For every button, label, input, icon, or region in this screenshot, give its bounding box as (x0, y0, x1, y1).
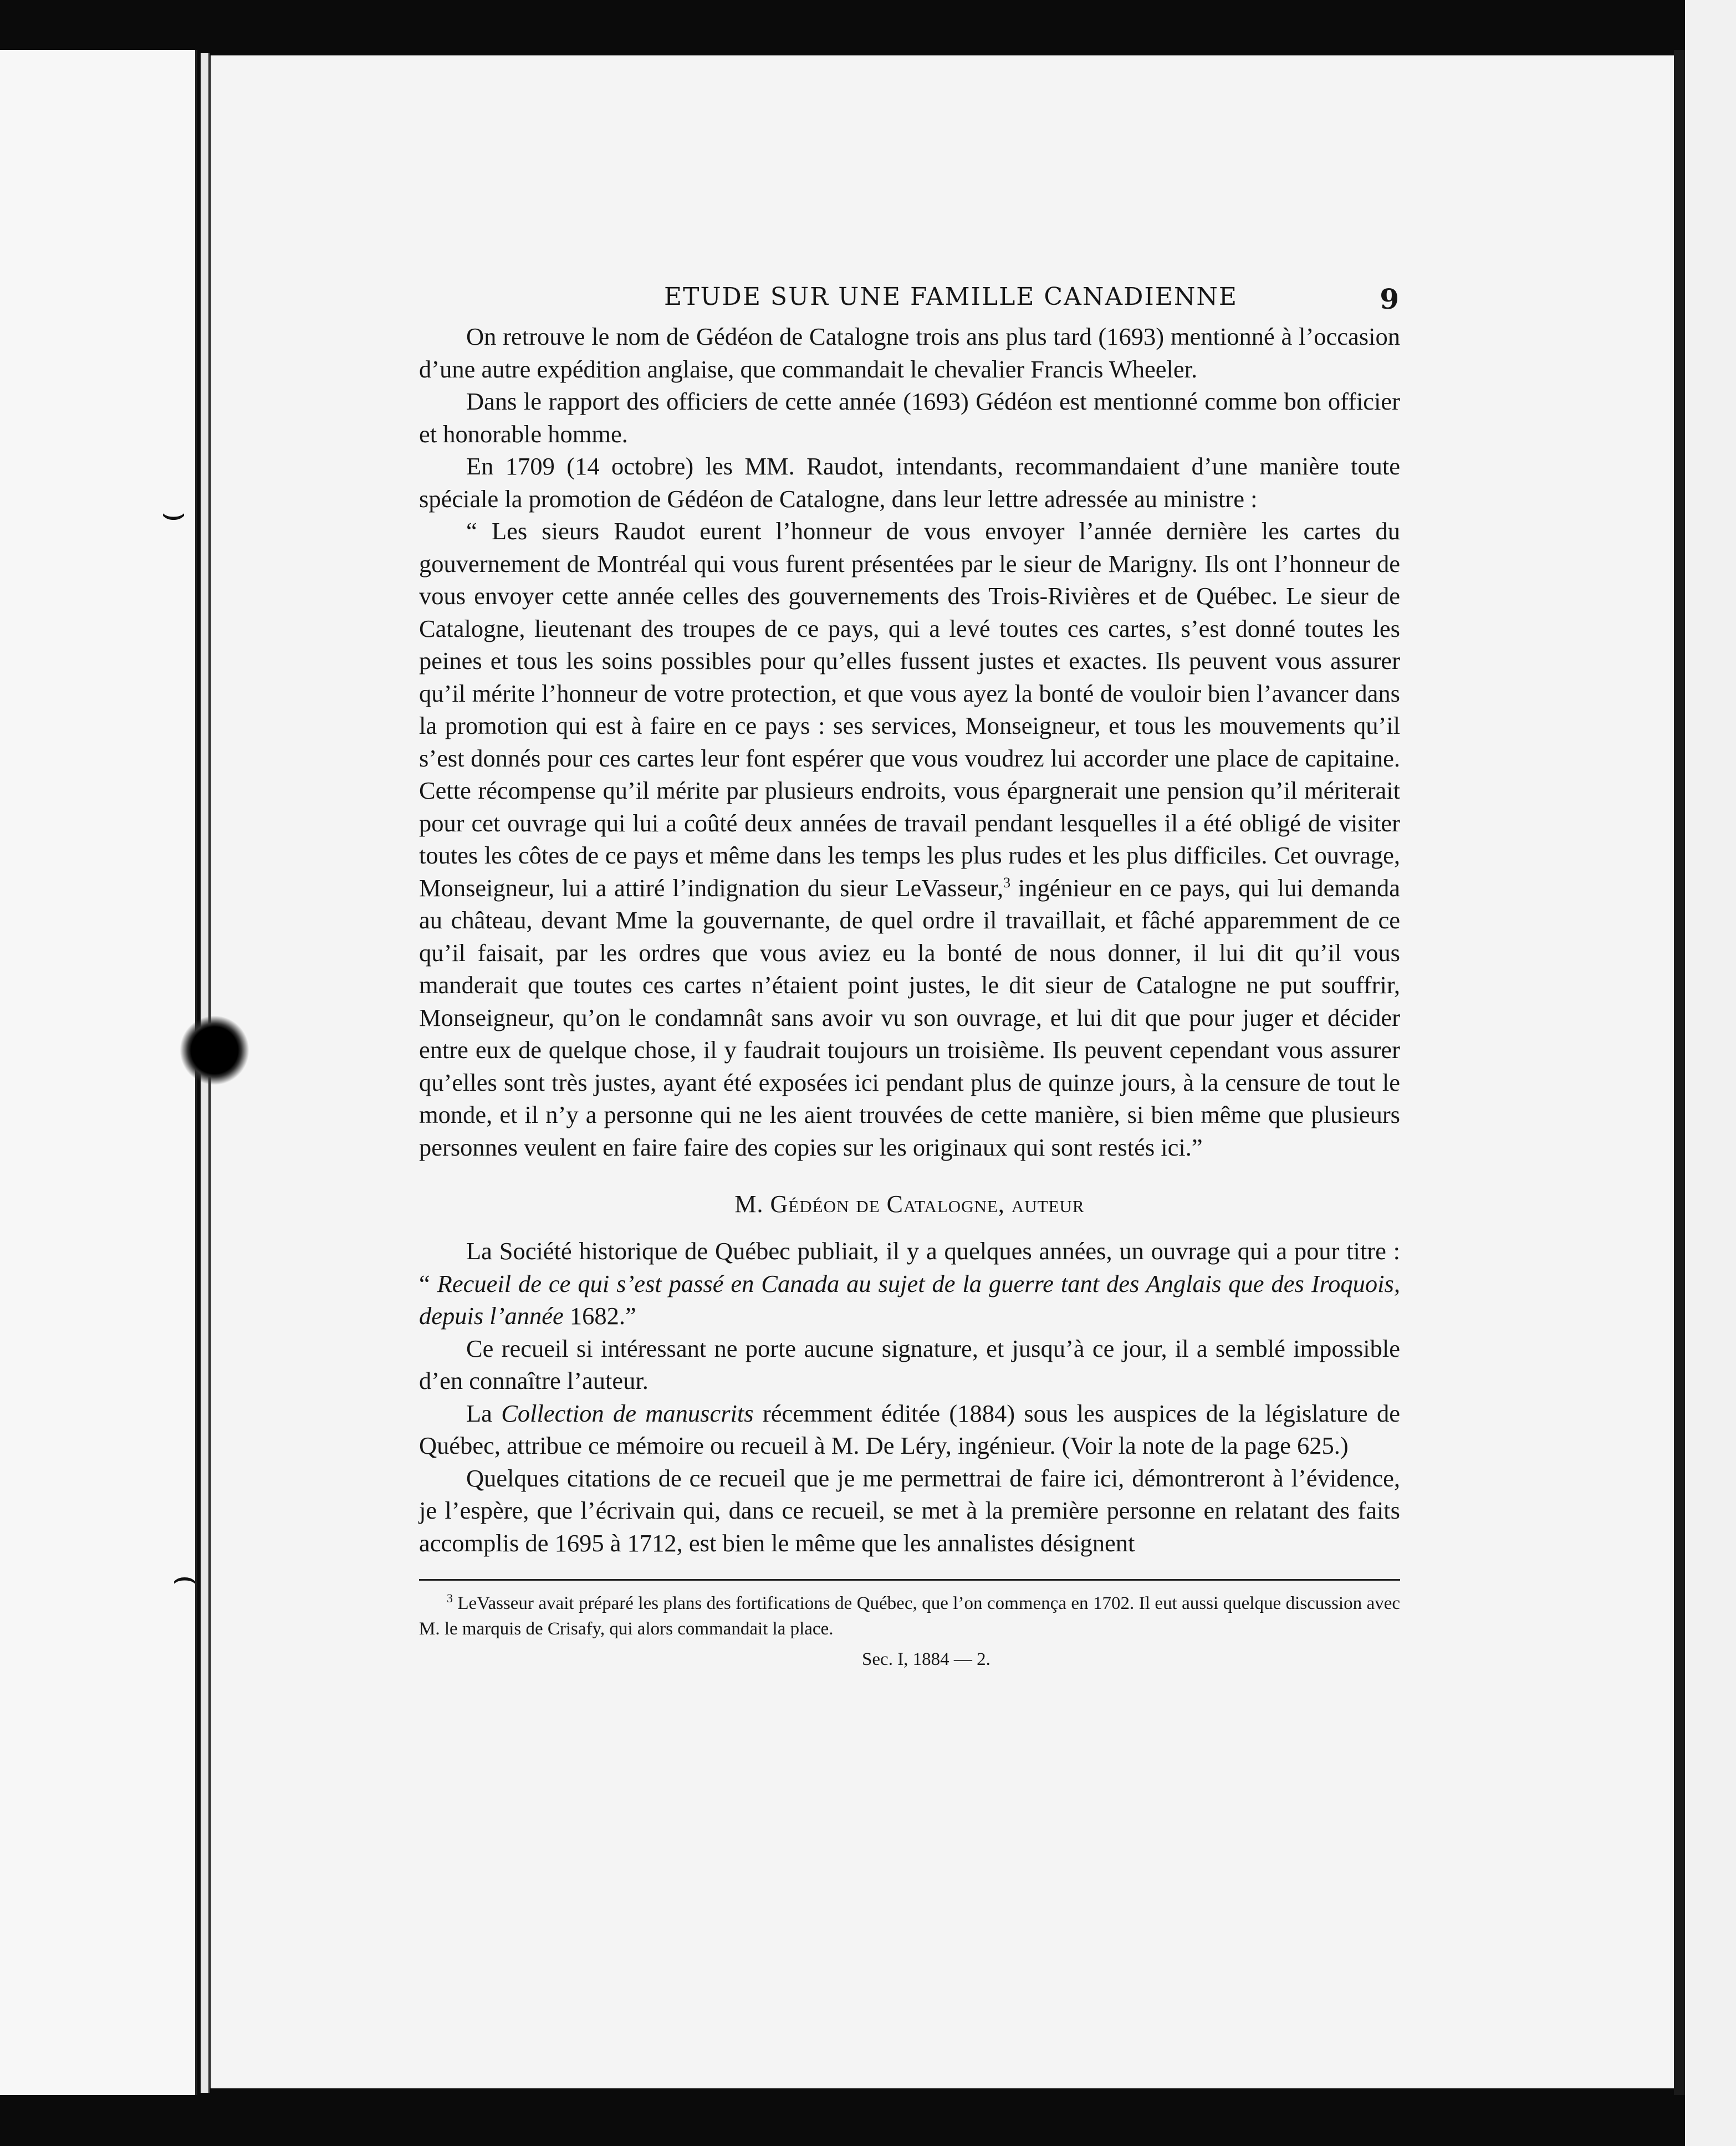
section-paragraph-3-end: récemment éditée (1884) sous les auspices de la législature de Québec, attribue ce mémoire ou recueil à M. De Léry, ingénieur. (Voir la note de la page 625.) (419, 1399, 1400, 1459)
quoted-letter-part-1: “ Les sieurs Raudot eurent l’honneur de vous envoyer l’année dernière les cartes du gouvernement de Montréal qui vous furent présentées par le sieur de Marigny. Ils ont l’honneur de vous envoyer cette année celles des gouvernements des Trois-Rivières et de Québec. Le sieur de Catalogne, lieutenant des troupes de ce pays, qui a levé toutes ces cartes, s’est donné toutes les peines et tous les soins possibles pour qu’elles fussent justes et exactes. Ils peuvent vous assurer qu’il mérite l’honneur de votre protection, et que vous ayez la bonté de vouloir bien l’avancer dans la promotion qui est à faire en ce pays : ses services, Monseigneur, et tous les mouvements qu’il s’est donnés pour ces cartes leur font espérer que vous voudrez lui accorder une place de capitaine. Cette récompense qu’il mérite par plusieurs endroits, vous épargnerait une pension qu’il mériterait pour cet ouvrage qui lui a coûté deux années de travail pendant lesquelles il a été obligé de visiter toutes les côtes de ce pays et même dans les temps les plus rudes et les plus difficiles. Cet ouvrage, Monseigneur, lui a attiré l’indignation du sieur LeVasseur, (419, 517, 1400, 902)
collection-title: Collection de manuscrits (501, 1399, 754, 1427)
footnote-marker: 3 (447, 1591, 453, 1605)
section-heading-prefix: M. (734, 1190, 770, 1218)
section-heading (419, 1190, 1400, 1218)
page-content (419, 283, 1400, 1670)
previous-page-edge (0, 50, 197, 2095)
signature-mark: Sec. I, 1884 — 2. (862, 1649, 990, 1669)
section-heading-name: Gédéon de Catalogne (770, 1190, 998, 1218)
page-right-shadow (1674, 50, 1685, 2095)
section-paragraph-3 (419, 1397, 1400, 1462)
section-paragraph-1-start: La Société historique de Québec publiait, il y a quelques années, un ouvrage qui a pour titre : “ (419, 1237, 1400, 1297)
page-number: 9 (1380, 283, 1400, 315)
running-head-title: ETUDE SUR UNE FAMILLE CANADIENNE (664, 283, 1238, 311)
paragraph-2: Dans le rapport des officiers de cette année (1693) Gédéon est mentionné comme bon officier et honorable homme. (419, 387, 1400, 448)
footnote-text: LeVasseur avait préparé les plans des fortifications de Québec, que l’on commença en 1702. Il eut aussi quelque discussion avec M. le marquis de Crisafy, qui alors commandait la place. (419, 1593, 1400, 1639)
binding-stitch-icon: ⌣ (161, 490, 187, 535)
book-title: Recueil de ce qui s’est passé en Canada au sujet de la guerre tant des Anglais que des Iroquois, depuis l’année (419, 1269, 1400, 1330)
paragraph-3: En 1709 (14 octobre) les MM. Raudot, intendants, recommandaient d’une manière toute spéciale la promotion de Gédéon de Catalogne, dans leur lettre adressée au ministre : (419, 452, 1400, 513)
running-head (419, 283, 1400, 316)
section-paragraph-3-start: La (466, 1399, 502, 1427)
section-paragraph-2: Ce recueil si intéressant ne porte aucune signature, et jusqu’à ce jour, il a semblé impossible d’en connaître l’auteur. (419, 1334, 1400, 1394)
footnote-reference: 3 (1003, 874, 1011, 891)
book-title-year: 1682.” (563, 1302, 636, 1330)
next-page-edge (1685, 0, 1736, 2146)
footnote-divider (419, 1579, 1400, 1581)
section-paragraph-1 (419, 1235, 1400, 1332)
paragraph-1: On retrouve le nom de Gédéon de Catalogne trois ans plus tard (1693) mentionné à l’occasion d’une autre expédition anglaise, que commandait le chevalier Francis Wheeler. (419, 323, 1400, 383)
section-paragraph-4: Quelques citations de ce recueil que je me permettrai de faire ici, démontreront à l’évidence, je l’espère, que l’écrivain qui, dans ce recueil, se met à la première personne en relatant des faits accomplis de 1695 à 1712, est bien le même que les annalistes désignent (419, 1464, 1400, 1557)
footnote (419, 1591, 1400, 1642)
binding-stitch-icon: ⌢ (172, 1554, 198, 1600)
quoted-letter-part-2: ingénieur en ce pays, qui lui demanda au château, devant Mme la gouvernante, de quel ordre il travaillait, et fâché apparemment de ce qu’il faisait, par les ordres que vous aviez eu la bonté de nous donner, il lui dit qu’il vous manderait que toutes ces cartes n’étaient point justes, le dit sieur de Catalogne ne put souffrir, Monseigneur, qu’on le condamnât sans avoir vu son ouvrage, et lui dit que pour juger et décider entre eux de quelque chose, il y faudrait toujours un troisième. Ils peuvent cependant vous assurer qu’elles sont très justes, ayant été exposées ici pendant plus de quinze jours, à la censure de tout le monde, et il n’y a personne qui ne les aient trouvées de cette manière, si bien même que plusieurs personnes veulent en faire faire des copies sur les originaux qui sont restés ici.” (419, 873, 1400, 1161)
quoted-letter (419, 515, 1400, 1163)
binding-hole-icon (172, 1014, 249, 1086)
section-heading-suffix: , auteur (998, 1190, 1085, 1218)
